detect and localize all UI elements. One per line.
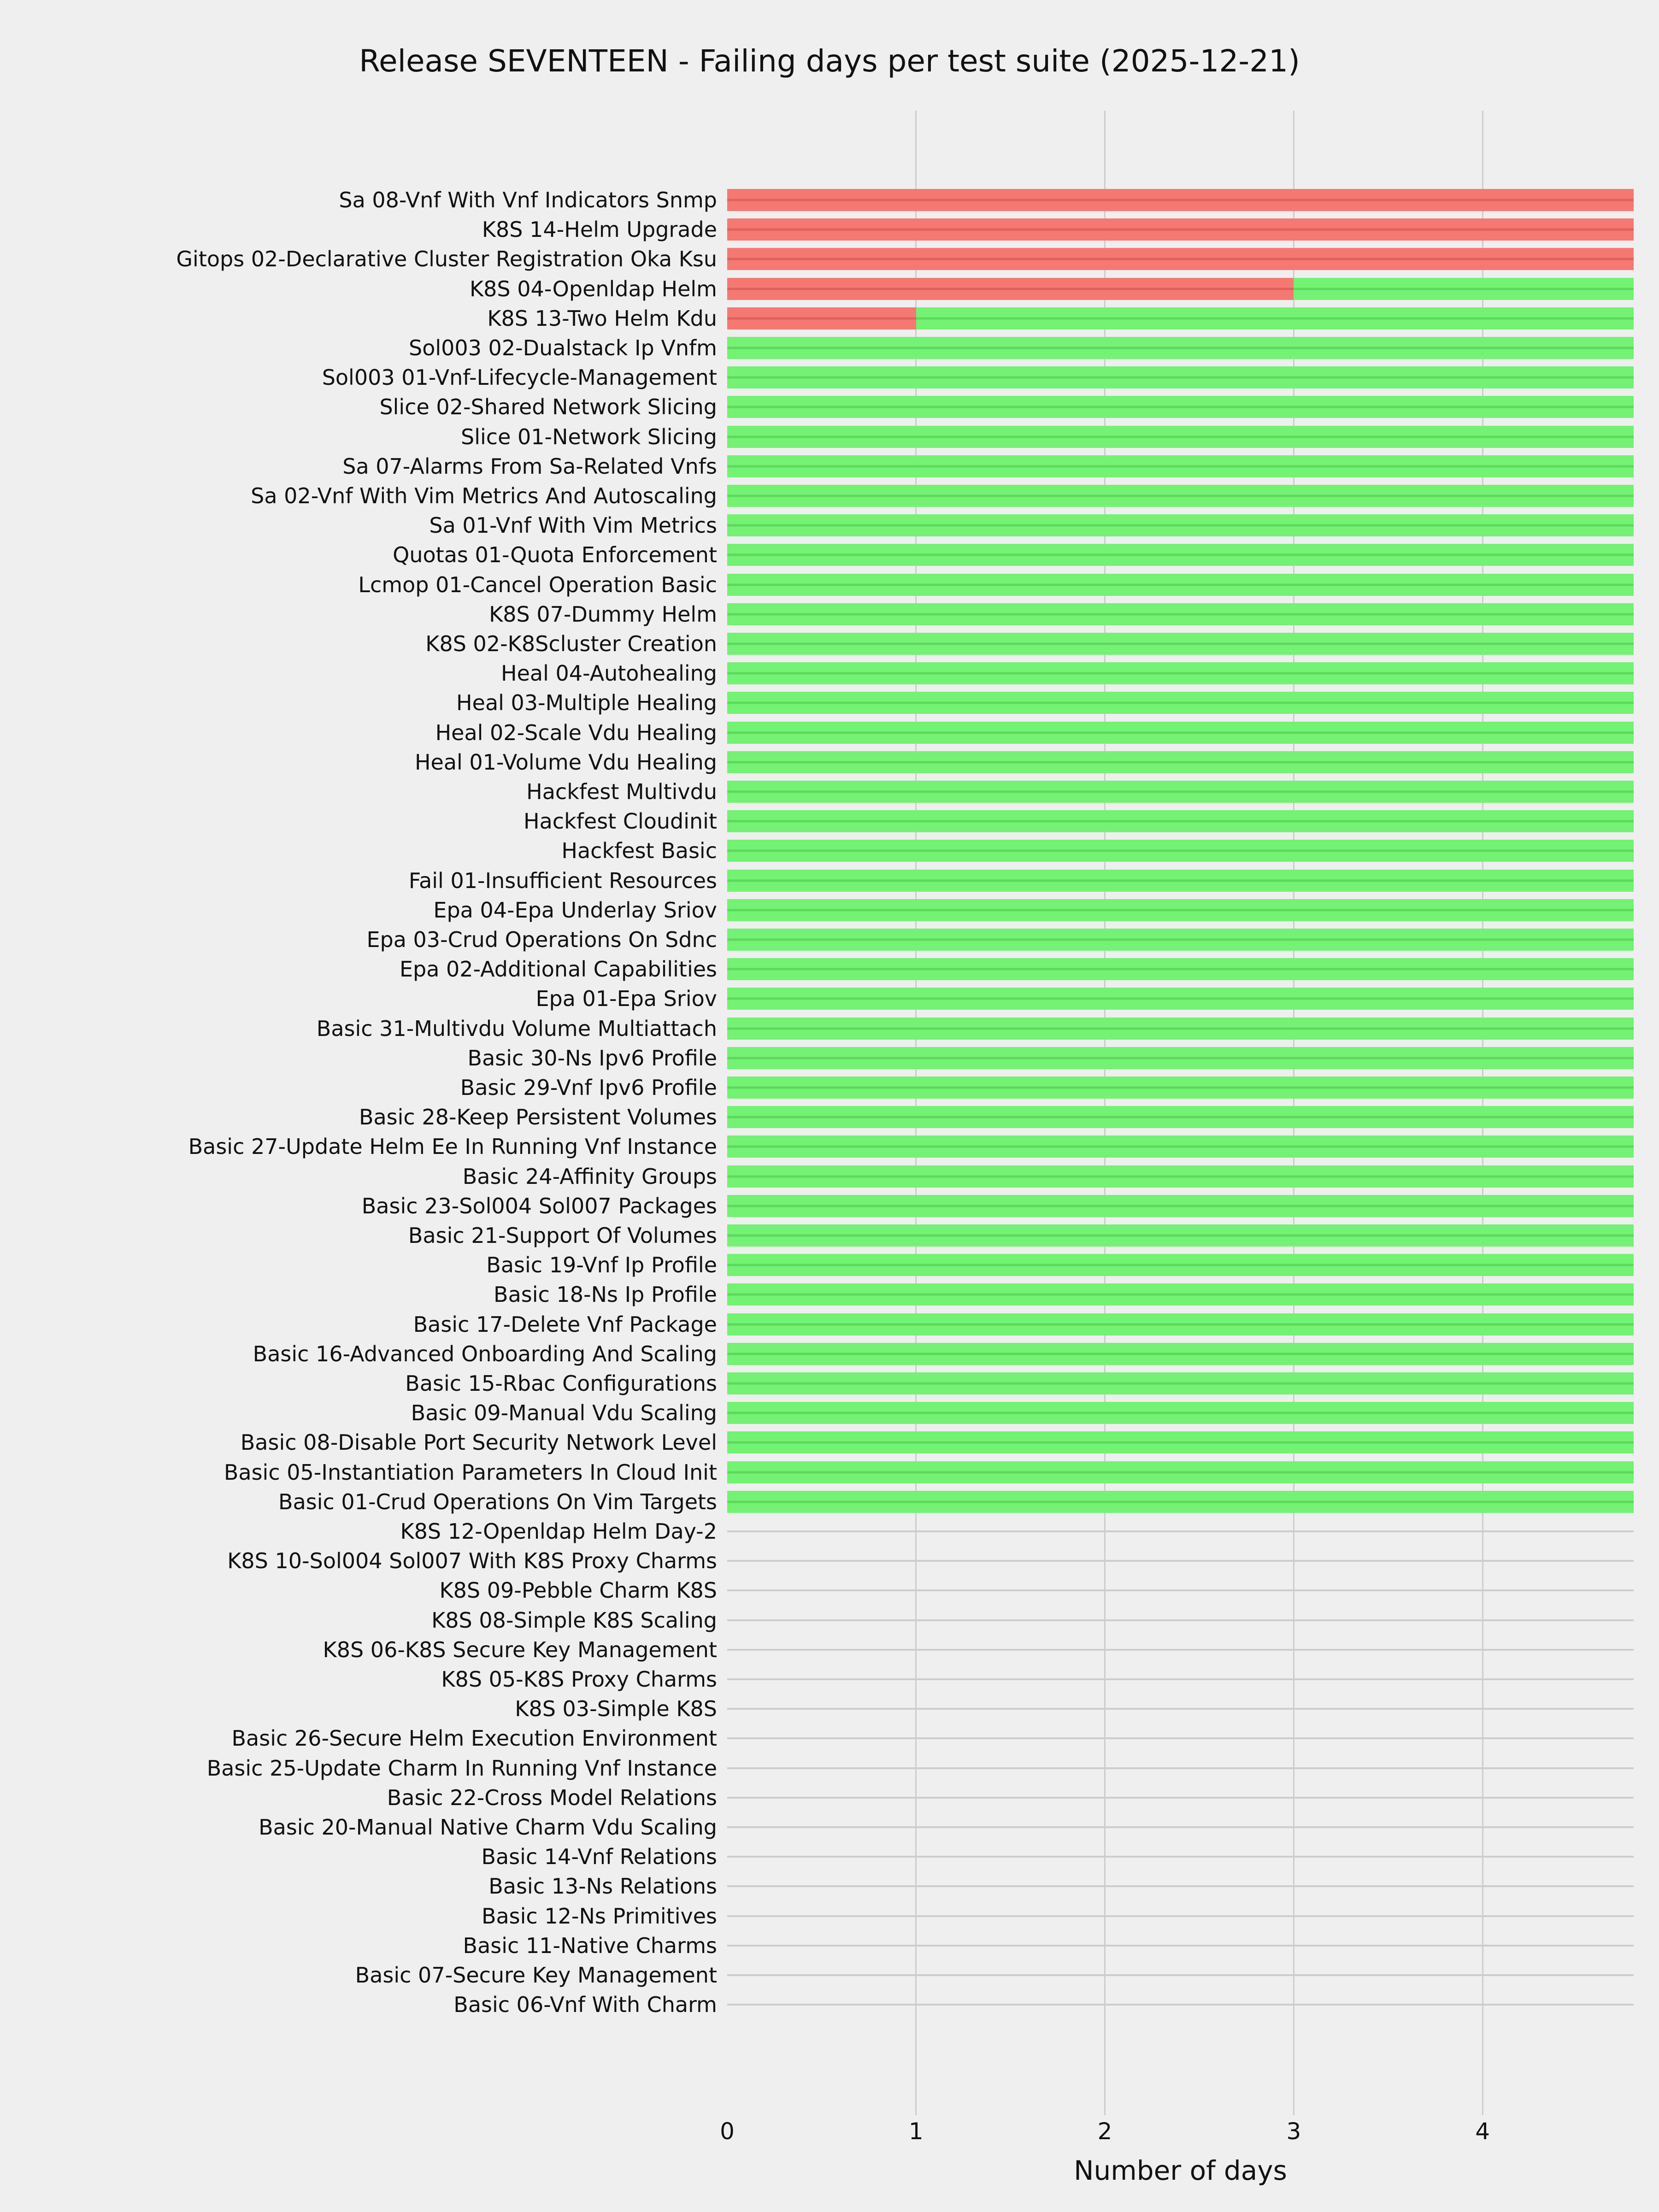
passing-segment (727, 1431, 1634, 1453)
y-gridline (727, 1826, 1634, 1828)
passing-segment (727, 840, 1634, 862)
y-tick-label: Basic 08-Disable Port Security Network Level (240, 1430, 717, 1455)
bar-row (727, 810, 1634, 832)
bar-row (727, 633, 1634, 655)
y-tick-label: Hackfest Multivdu (526, 779, 717, 804)
y-gridline (727, 1708, 1634, 1710)
bar-row (727, 307, 1634, 329)
y-tick-label: Basic 14-Vnf Relations (481, 1844, 717, 1870)
bar-row (727, 1491, 1634, 1513)
y-tick-label: Basic 05-Instantiation Parameters In Cloud Init (224, 1459, 717, 1485)
y-gridline (727, 1589, 1634, 1591)
y-tick-label: K8S 06-K8S Secure Key Management (323, 1637, 717, 1662)
y-tick-label: Basic 22-Cross Model Relations (387, 1785, 717, 1810)
passing-segment (727, 722, 1634, 744)
y-tick-label: K8S 04-Openldap Helm (470, 276, 717, 301)
bar-row (727, 899, 1634, 921)
y-gridline (727, 1974, 1634, 1976)
bar-row (727, 485, 1634, 507)
y-tick-label: Basic 28-Keep Persistent Volumes (359, 1105, 717, 1130)
passing-segment (727, 426, 1634, 448)
x-tick-label: 1 (908, 2118, 924, 2145)
y-tick-label: Heal 01-Volume Vdu Healing (414, 749, 717, 775)
passing-segment (727, 337, 1634, 359)
x-tick-label: 4 (1475, 2118, 1490, 2145)
bar-row (727, 1135, 1634, 1158)
bar-row (727, 988, 1634, 1010)
passing-segment (727, 1018, 1634, 1040)
y-tick-label: Basic 20-Manual Native Charm Vdu Scaling (259, 1815, 717, 1840)
failing-segment (727, 218, 1634, 241)
y-gridline (727, 1737, 1634, 1739)
failing-segment (727, 189, 1634, 211)
failing-segment (727, 307, 916, 329)
bar-row (727, 929, 1634, 951)
bar-row (727, 722, 1634, 744)
passing-segment (1294, 278, 1634, 300)
passing-segment (727, 1283, 1634, 1306)
passing-segment (727, 603, 1634, 625)
y-tick-label: Hackfest Cloudinit (524, 809, 717, 834)
bar-row (727, 514, 1634, 536)
y-tick-label: Sol003 01-Vnf-Lifecycle-Management (322, 365, 717, 390)
y-tick-label: K8S 03-Simple K8S (515, 1696, 717, 1722)
failing-segment (727, 278, 1294, 300)
y-tick-label: Fail 01-Insufficient Resources (408, 868, 717, 893)
bar-row (727, 662, 1634, 684)
y-tick-label: Basic 30-Ns Ipv6 Profile (467, 1045, 717, 1071)
bar-row (727, 1047, 1634, 1069)
bar-row (727, 396, 1634, 418)
bar-row (727, 574, 1634, 596)
failing-segment (727, 248, 1634, 270)
bar-row (727, 366, 1634, 388)
chart-title: Release SEVENTEEN - Failing days per test suite (2025-12-21) (359, 43, 1300, 79)
x-tick-label: 3 (1286, 2118, 1301, 2145)
passing-segment (727, 1372, 1634, 1394)
passing-segment (727, 1461, 1634, 1483)
y-tick-label: Basic 11-Native Charms (463, 1933, 717, 1958)
y-tick-label: K8S 12-Openldap Helm Day-2 (400, 1519, 717, 1544)
y-gridline (727, 2004, 1634, 2006)
y-tick-label: Epa 02-Additional Capabilities (399, 957, 717, 982)
passing-segment (727, 958, 1634, 980)
passing-segment (727, 781, 1634, 803)
y-tick-label: Basic 27-Update Helm Ee In Running Vnf Instance (188, 1134, 717, 1159)
passing-segment (727, 1195, 1634, 1217)
passing-segment (727, 1343, 1634, 1365)
bar-row (727, 603, 1634, 625)
y-tick-label: K8S 10-Sol004 Sol007 With K8S Proxy Charms (227, 1548, 717, 1574)
passing-segment (727, 1224, 1634, 1247)
x-tick-label: 2 (1097, 2118, 1112, 2145)
bar-row (727, 1254, 1634, 1276)
passing-segment (727, 899, 1634, 921)
bar-row (727, 278, 1634, 300)
bar-row (727, 1313, 1634, 1335)
passing-segment (727, 514, 1634, 536)
y-tick-label: Sol003 02-Dualstack Ip Vnfm (409, 335, 717, 360)
y-tick-label: Basic 01-Crud Operations On Vim Targets (278, 1489, 717, 1514)
y-tick-label: Basic 24-Affinity Groups (462, 1164, 717, 1189)
y-tick-label: Basic 16-Advanced Onboarding And Scaling (253, 1341, 717, 1366)
bar-row (727, 1431, 1634, 1453)
y-tick-label: Heal 03-Multiple Healing (456, 690, 717, 716)
passing-segment (727, 455, 1634, 477)
y-tick-label: Basic 23-Sol004 Sol007 Packages (361, 1193, 717, 1218)
passing-segment (727, 1402, 1634, 1424)
passing-segment (727, 366, 1634, 388)
passing-segment (916, 307, 1634, 329)
bar-row (727, 218, 1634, 241)
bar-row (727, 1195, 1634, 1217)
bar-row (727, 1224, 1634, 1247)
bar-row (727, 426, 1634, 448)
passing-segment (727, 1106, 1634, 1128)
y-tick-label: Sa 07-Alarms From Sa-Related Vnfs (342, 453, 717, 479)
y-tick-label: Heal 04-Autohealing (501, 661, 717, 686)
bar-row (727, 1018, 1634, 1040)
y-tick-label: Basic 18-Ns Ip Profile (494, 1282, 717, 1307)
y-tick-label: K8S 08-Simple K8S Scaling (431, 1607, 717, 1633)
y-tick-label: K8S 02-K8Scluster Creation (425, 631, 717, 656)
y-gridline (727, 1915, 1634, 1917)
y-tick-label: Sa 02-Vnf With Vim Metrics And Autoscaling (251, 483, 717, 508)
passing-segment (727, 1077, 1634, 1099)
passing-segment (727, 1254, 1634, 1276)
bar-row (727, 337, 1634, 359)
y-tick-label: Basic 07-Secure Key Management (355, 1963, 717, 1988)
y-tick-label: Hackfest Basic (561, 838, 717, 864)
bar-row (727, 248, 1634, 270)
bar-row (727, 1402, 1634, 1424)
y-gridline (727, 1767, 1634, 1769)
y-tick-label: Basic 19-Vnf Ip Profile (486, 1253, 717, 1278)
y-tick-label: Slice 02-Shared Network Slicing (379, 394, 717, 420)
passing-segment (727, 1047, 1634, 1069)
y-tick-label: Epa 04-Epa Underlay Sriov (433, 897, 717, 923)
y-tick-label: Basic 06-Vnf With Charm (453, 1992, 717, 2018)
y-tick-label: Basic 12-Ns Primitives (481, 1903, 717, 1929)
plot-area (727, 111, 1634, 2115)
x-axis-label: Number of days (1074, 2155, 1287, 2186)
y-tick-label: Epa 01-Epa Sriov (535, 986, 717, 1012)
y-tick-label: Quotas 01-Quota Enforcement (393, 542, 717, 568)
passing-segment (727, 1165, 1634, 1188)
y-tick-label: Basic 29-Vnf Ipv6 Profile (460, 1075, 717, 1100)
y-tick-label: Gitops 02-Declarative Cluster Registration Oka Ksu (176, 247, 717, 272)
y-gridline (727, 1560, 1634, 1562)
y-tick-label: Sa 01-Vnf With Vim Metrics (429, 513, 717, 538)
passing-segment (727, 485, 1634, 507)
y-tick-label: Basic 17-Delete Vnf Package (413, 1312, 717, 1337)
y-tick-label: Basic 26-Secure Helm Execution Environment (231, 1726, 717, 1751)
y-gridline (727, 1619, 1634, 1621)
bar-row (727, 544, 1634, 566)
y-tick-label: Heal 02-Scale Vdu Healing (435, 720, 717, 745)
y-gridline (727, 1797, 1634, 1799)
bar-row (727, 781, 1634, 803)
passing-segment (727, 544, 1634, 566)
y-tick-label: Basic 21-Support Of Volumes (408, 1223, 717, 1248)
y-tick-label: Slice 01-Network Slicing (461, 424, 717, 449)
passing-segment (727, 396, 1634, 418)
bar-row (727, 692, 1634, 714)
y-tick-label: Basic 15-Rbac Configurations (405, 1371, 717, 1396)
passing-segment (727, 1135, 1634, 1158)
passing-segment (727, 574, 1634, 596)
y-gridline (727, 1856, 1634, 1858)
y-tick-label: K8S 13-Two Helm Kdu (487, 306, 717, 331)
bar-row (727, 1372, 1634, 1394)
bar-row (727, 1077, 1634, 1099)
y-tick-label: Epa 03-Crud Operations On Sdnc (366, 927, 717, 952)
passing-segment (727, 988, 1634, 1010)
passing-segment (727, 662, 1634, 684)
y-gridline (727, 1885, 1634, 1887)
y-tick-label: Basic 09-Manual Vdu Scaling (411, 1400, 717, 1426)
bar-row (727, 1283, 1634, 1306)
bar-row (727, 1343, 1634, 1365)
passing-segment (727, 1491, 1634, 1513)
y-tick-label: K8S 14-Helm Upgrade (482, 217, 717, 242)
passing-segment (727, 1313, 1634, 1335)
y-tick-label: Basic 13-Ns Relations (488, 1874, 717, 1899)
y-tick-label: K8S 05-K8S Proxy Charms (441, 1667, 717, 1692)
bar-row (727, 455, 1634, 477)
bar-row (727, 1106, 1634, 1128)
bar-row (727, 1461, 1634, 1483)
y-tick-label: Basic 25-Update Charm In Running Vnf Instance (206, 1755, 717, 1781)
bar-row (727, 870, 1634, 892)
y-tick-label: Lcmop 01-Cancel Operation Basic (358, 572, 717, 597)
y-tick-label: Sa 08-Vnf With Vnf Indicators Snmp (339, 188, 717, 212)
y-gridline (727, 1649, 1634, 1651)
y-gridline (727, 1678, 1634, 1680)
passing-segment (727, 810, 1634, 832)
bar-row (727, 958, 1634, 980)
passing-segment (727, 633, 1634, 655)
bar-row (727, 751, 1634, 773)
y-gridline (727, 1530, 1634, 1532)
passing-segment (727, 870, 1634, 892)
y-tick-label: K8S 09-Pebble Charm K8S (439, 1578, 717, 1603)
passing-segment (727, 692, 1634, 714)
passing-segment (727, 751, 1634, 773)
y-tick-label: Basic 31-Multivdu Volume Multiattach (316, 1016, 717, 1041)
passing-segment (727, 929, 1634, 951)
bar-row (727, 189, 1634, 211)
x-tick-label: 0 (720, 2118, 735, 2145)
y-gridline (727, 1945, 1634, 1947)
bar-row (727, 1165, 1634, 1188)
y-tick-label: K8S 07-Dummy Helm (489, 601, 717, 627)
bar-row (727, 840, 1634, 862)
